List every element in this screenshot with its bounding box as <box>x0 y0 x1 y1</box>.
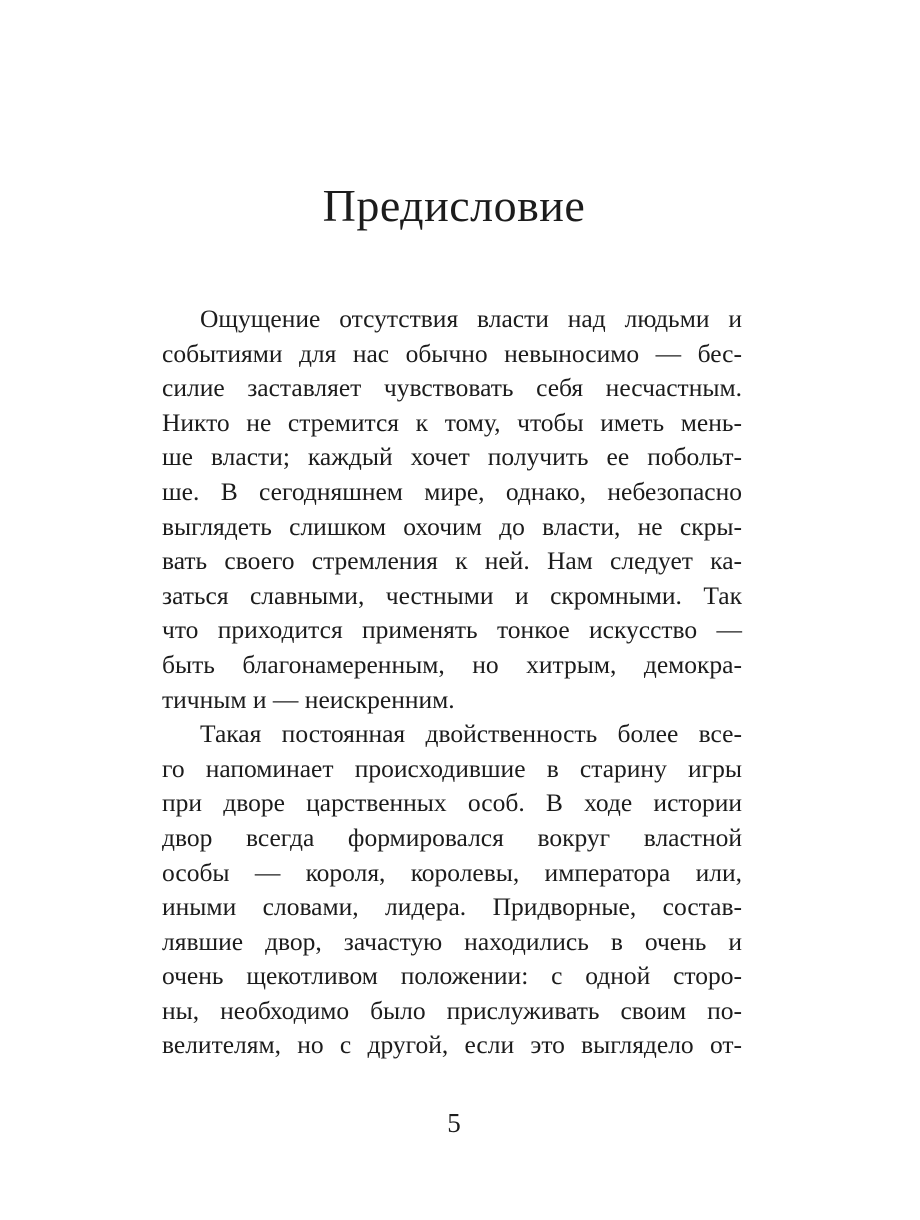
paragraph-1-line: заться славными, честными и скромными. Так <box>162 580 742 610</box>
paragraph-1-line: что приходится применять тонкое искусство — <box>162 615 742 645</box>
paragraph-1-line: силие заставляет чувствовать себя несчастным. <box>162 373 742 403</box>
paragraph-2-line: ны, необходимо было прислуживать своим по- <box>162 995 742 1025</box>
paragraph-2-line: велителям, но с другой, если это выглядело от- <box>162 1030 742 1060</box>
paragraph-1-line: ше. В сегодняшнем мире, однако, небезопасно <box>162 476 742 506</box>
chapter-title: Предисловие <box>322 180 586 231</box>
paragraph-1-line: выглядеть слишком охочим до власти, не скры- <box>162 511 742 541</box>
paragraph-2-line: Такая постоянная двойственность более все- <box>200 719 742 749</box>
body-text <box>162 302 742 1063</box>
paragraph-2-line: иными словами, лидера. Придворные, состав- <box>162 892 742 922</box>
paragraph-1-line: ше власти; каждый хочет получить ее побольт- <box>162 442 742 472</box>
paragraph-2-line: при дворе царственных особ. В ходе истории <box>162 788 742 818</box>
paragraph-1-line: Ощущение отсутствия власти над людьми и <box>200 304 742 333</box>
paragraph-2-line: лявшие двор, зачастую находились в очень и <box>162 926 742 956</box>
page-number: 5 <box>447 1108 461 1138</box>
paragraph-2-line: очень щекотливом положении: с одной сторо- <box>162 961 742 991</box>
paragraph-1-line: тичным и — неискренним. <box>162 684 455 714</box>
paragraph-2-line: го напоминает происходившие в старину игры <box>162 753 742 783</box>
paragraph-2-line: особы — короля, королевы, императора или, <box>162 857 742 887</box>
paragraph-2-line: двор всегда формировался вокруг властной <box>162 822 742 852</box>
paragraph-1-line: событиями для нас обычно невыносимо — бес- <box>162 338 742 368</box>
paragraph-1-line: быть благонамеренным, но хитрым, демокра- <box>162 649 742 679</box>
paragraph-1-line: Никто не стремится к тому, чтобы иметь мень- <box>162 407 742 437</box>
paragraph-1-line: вать своего стремления к ней. Нам следует ка- <box>162 546 742 576</box>
